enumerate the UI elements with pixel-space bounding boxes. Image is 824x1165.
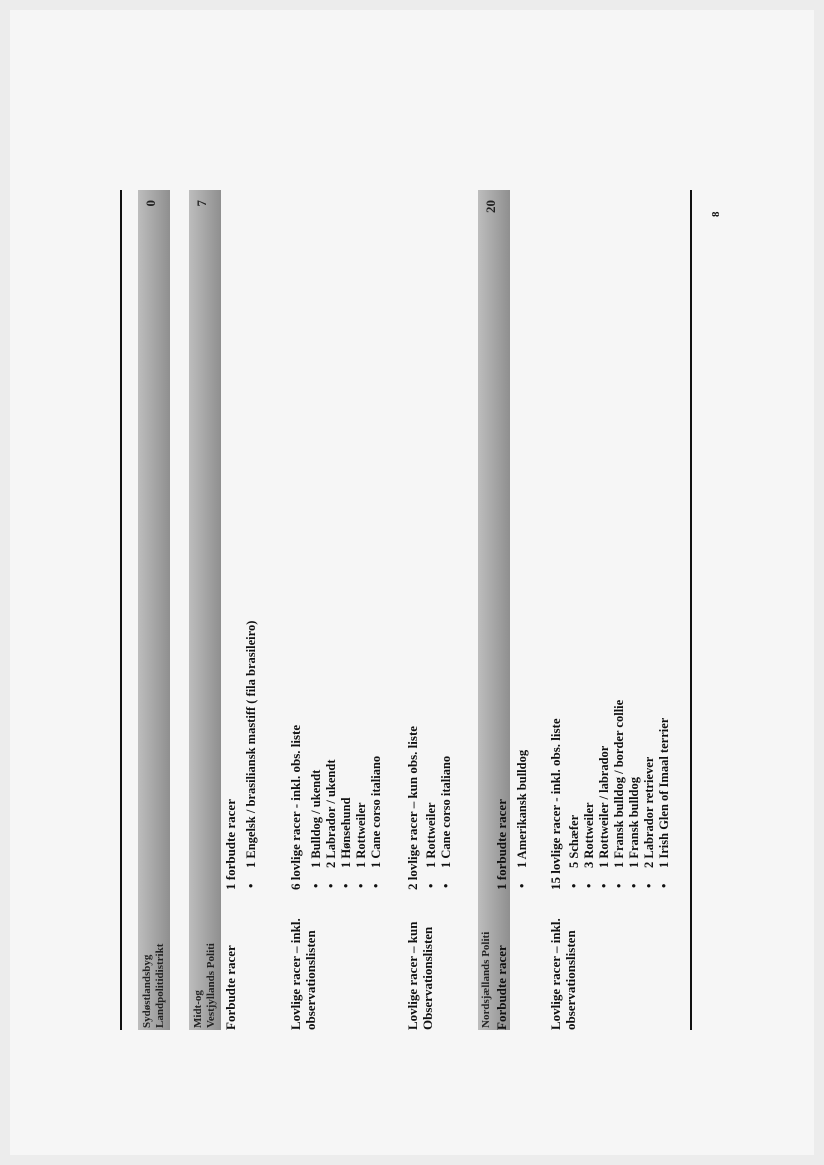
- list-item: • 1 Rottweiler: [354, 725, 369, 868]
- list-item: • 2 Labrador retriever: [642, 700, 657, 868]
- section-band-2: [189, 190, 221, 1030]
- label-forbudte-1: Forbudte racer: [223, 945, 238, 1030]
- lovlige-block-2: 15 lovlige racer - inkl. obs. liste • 5 Schæfer • 3 Rottweiler • 1 Rottweiler / labrador • 1 Fransk bulldog / border collie • 1 Fransk bulldog • 2 Labrador retriever • 1 Irish Glen of Imaal terrier: [548, 700, 672, 890]
- band-3-label: Nordsjællands Politi: [480, 931, 492, 1028]
- section-band-3: [478, 190, 510, 1030]
- list-item: • 5 Schæfer: [567, 700, 582, 868]
- list-item: • 1 Cane corso italiano: [369, 725, 384, 868]
- lovlige-list-1: [309, 725, 384, 890]
- label-lovlige-inkl-2: Lovlige racer – inkl. observationslisten: [548, 918, 578, 1030]
- kun-block-1: 2 lovlige racer – kun obs. liste • 1 Rottweiler • 1 Cane corso italiano: [405, 726, 454, 890]
- forbudte-list-2: [515, 750, 530, 890]
- label-lovlige-inkl-1: Lovlige racer – inkl. observationslisten: [288, 918, 318, 1030]
- list-item: • 1 Fransk bulldog: [627, 700, 642, 868]
- list-item: • 3 Rottweiler: [582, 700, 597, 868]
- label-lovlige-kun-1: Lovlige racer – kun Observationslisten: [405, 921, 435, 1030]
- list-item: • 1 Bulldog / ukendt: [309, 725, 324, 868]
- page: [10, 10, 814, 1155]
- page-number: 8: [710, 211, 722, 217]
- list-item: • 1 Irish Glen of Imaal terrier: [657, 700, 672, 868]
- rotated-content: [120, 190, 730, 1030]
- band-2-label: Midt-og Vestjyllands Politi: [192, 943, 217, 1028]
- kun-list-1: [424, 726, 454, 890]
- lovlige-list-2: [567, 700, 672, 890]
- list-item: • 1 Engelsk / brasiliansk mastiff ( fila brasileiro): [244, 621, 259, 868]
- band-2-count: 7: [194, 200, 209, 207]
- list-item: • 2 Labrador / ukendt: [324, 725, 339, 868]
- list-item: • 1 Cane corso italiano: [439, 726, 454, 868]
- list-item: • 1 Fransk bulldog / border collie: [612, 700, 627, 868]
- list-item: • 1 Rottweiler / labrador: [597, 700, 612, 868]
- forbudte-block-1: 1 forbudte racer • 1 Engelsk / brasiliansk mastiff ( fila brasileiro): [223, 621, 259, 890]
- label-forbudte-2: Forbudte racer: [494, 945, 509, 1030]
- list-item: • 1 Amerikansk bulldog: [515, 750, 530, 868]
- list-item: • 1 Rottweiler: [424, 726, 439, 868]
- lovlige-block-1: 6 lovlige racer - inkl. obs. liste • 1 Bulldog / ukendt • 2 Labrador / ukendt • 1 Hønsehund • 1 Rottweiler • 1 Cane corso italiano: [288, 725, 384, 890]
- bottom-rule: [690, 190, 692, 1030]
- band-3-count: 20: [483, 200, 498, 213]
- band-1-label: Sydøstlandsbyg Landpolitidistrikt: [141, 943, 166, 1028]
- forbudte-block-2: 1 forbudte racer • 1 Amerikansk bulldog: [494, 750, 530, 890]
- section-band-1: [138, 190, 170, 1030]
- band-1-count: 0: [143, 200, 158, 207]
- top-rule: [120, 190, 122, 1030]
- forbudte-list-1: [244, 621, 259, 890]
- list-item: • 1 Hønsehund: [339, 725, 354, 868]
